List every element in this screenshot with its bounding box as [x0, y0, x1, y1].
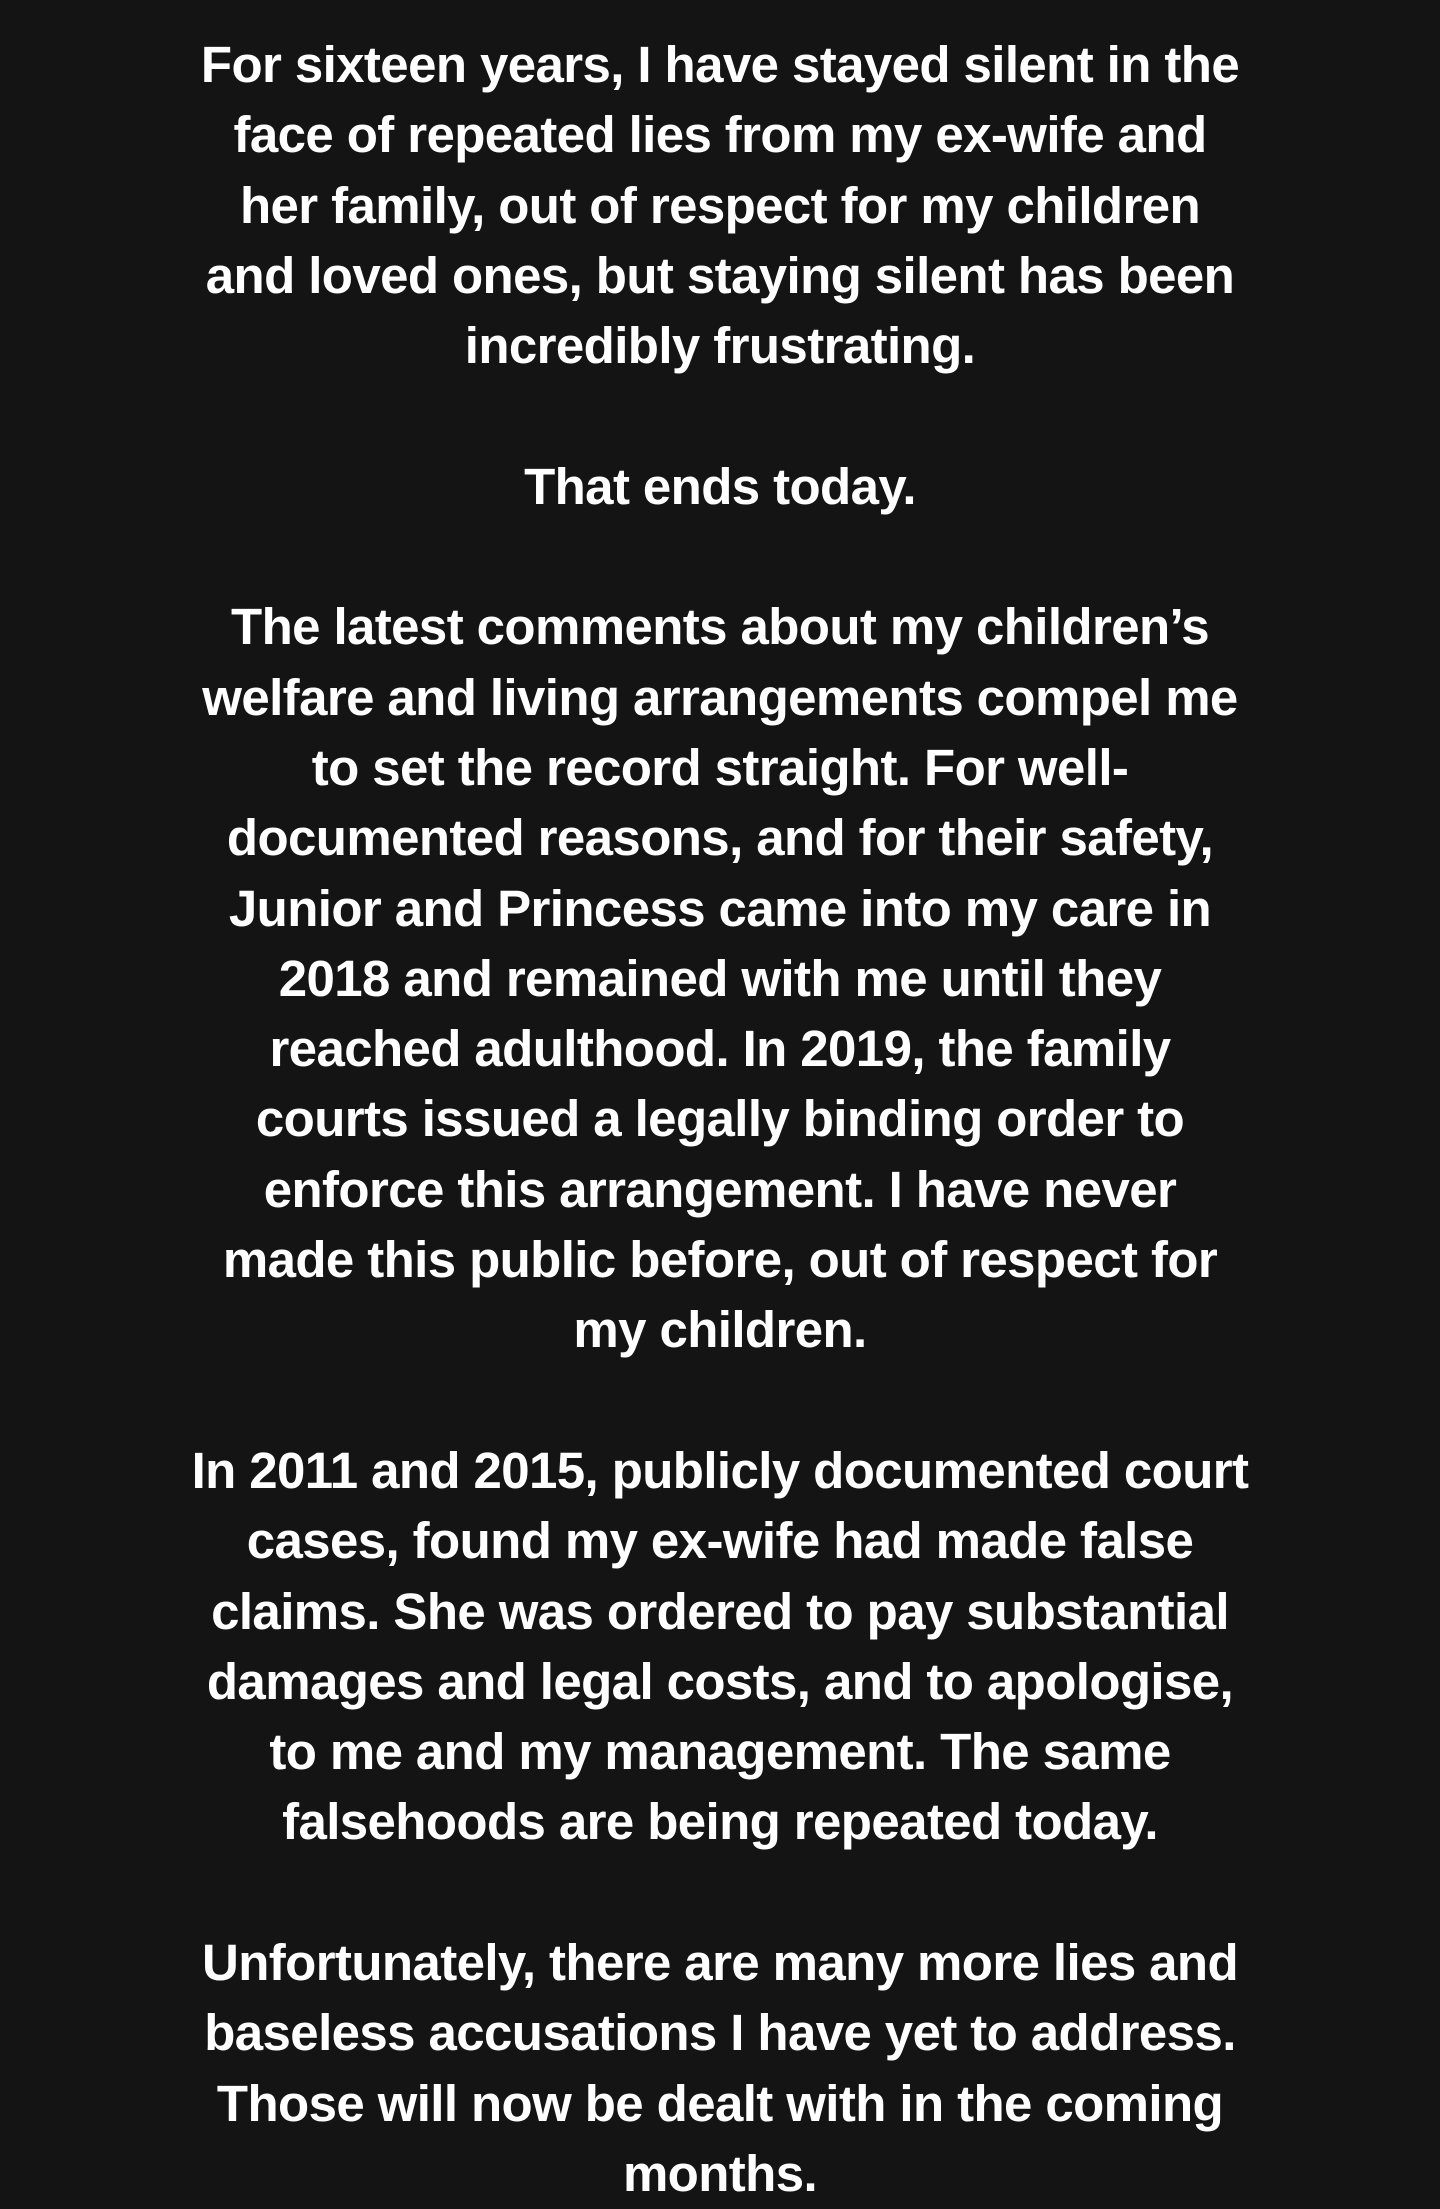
paragraph-gap: [0, 1858, 1440, 1928]
text-line: cases, found my ex-wife had made false: [246, 1512, 1194, 1570]
paragraph-gap: [0, 522, 1440, 592]
text-line: to set the record straight. For well-: [311, 738, 1129, 796]
text-line: falsehoods are being repeated today.: [282, 1793, 1158, 1851]
text-line: face of repeated lies from my ex-wife and: [233, 106, 1207, 164]
text-line: For sixteen years, I have stayed silent in the: [200, 36, 1240, 93]
text-line: Those will now be dealt with in the coming: [216, 2074, 1224, 2132]
text-line: to me and my management. The same: [269, 1723, 1171, 1781]
paragraph-closing: [0, 1928, 1440, 2209]
text-line: her family, out of respect for my children: [239, 176, 1201, 234]
text-line: damages and legal costs, and to apologise,: [206, 1652, 1234, 1710]
text-line: months.: [622, 2144, 818, 2202]
text-line: In 2011 and 2015, publicly documented court: [191, 1441, 1249, 1499]
paragraph-ends-today: [0, 452, 1440, 522]
text-line: claims. She was ordered to pay substantial: [211, 1582, 1229, 1640]
text-line: incredibly frustrating.: [464, 317, 976, 375]
text-line: Unfortunately, there are many more lies and: [201, 1934, 1239, 1992]
text-line: That ends today.: [524, 457, 916, 515]
paragraph-intro: [0, 30, 1440, 381]
text-line: baseless accusations I have yet to address.: [204, 2004, 1236, 2062]
text-line: and loved ones, but staying silent has been: [205, 246, 1235, 304]
paragraph-court-cases: [0, 1436, 1440, 1858]
text-line: documented reasons, and for their safety,: [226, 809, 1214, 867]
text-line: enforce this arrangement. I have never: [263, 1160, 1177, 1218]
text-line: my children.: [573, 1301, 867, 1359]
paragraph-gap: [0, 1366, 1440, 1436]
paragraph-gap: [0, 381, 1440, 451]
text-line: welfare and living arrangements compel me: [202, 668, 1238, 726]
text-line: Junior and Princess came into my care in: [228, 879, 1212, 937]
text-line: The latest comments about my children’s: [231, 598, 1209, 656]
paragraph-children-welfare: [0, 592, 1440, 1365]
text-line: courts issued a legally binding order to: [255, 1090, 1185, 1148]
text-line: 2018 and remained with me until they: [278, 949, 1162, 1007]
text-line: made this public before, out of respect for: [222, 1231, 1218, 1289]
text-line: reached adulthood. In 2019, the family: [269, 1020, 1171, 1078]
story-text-container: [0, 30, 1440, 2209]
